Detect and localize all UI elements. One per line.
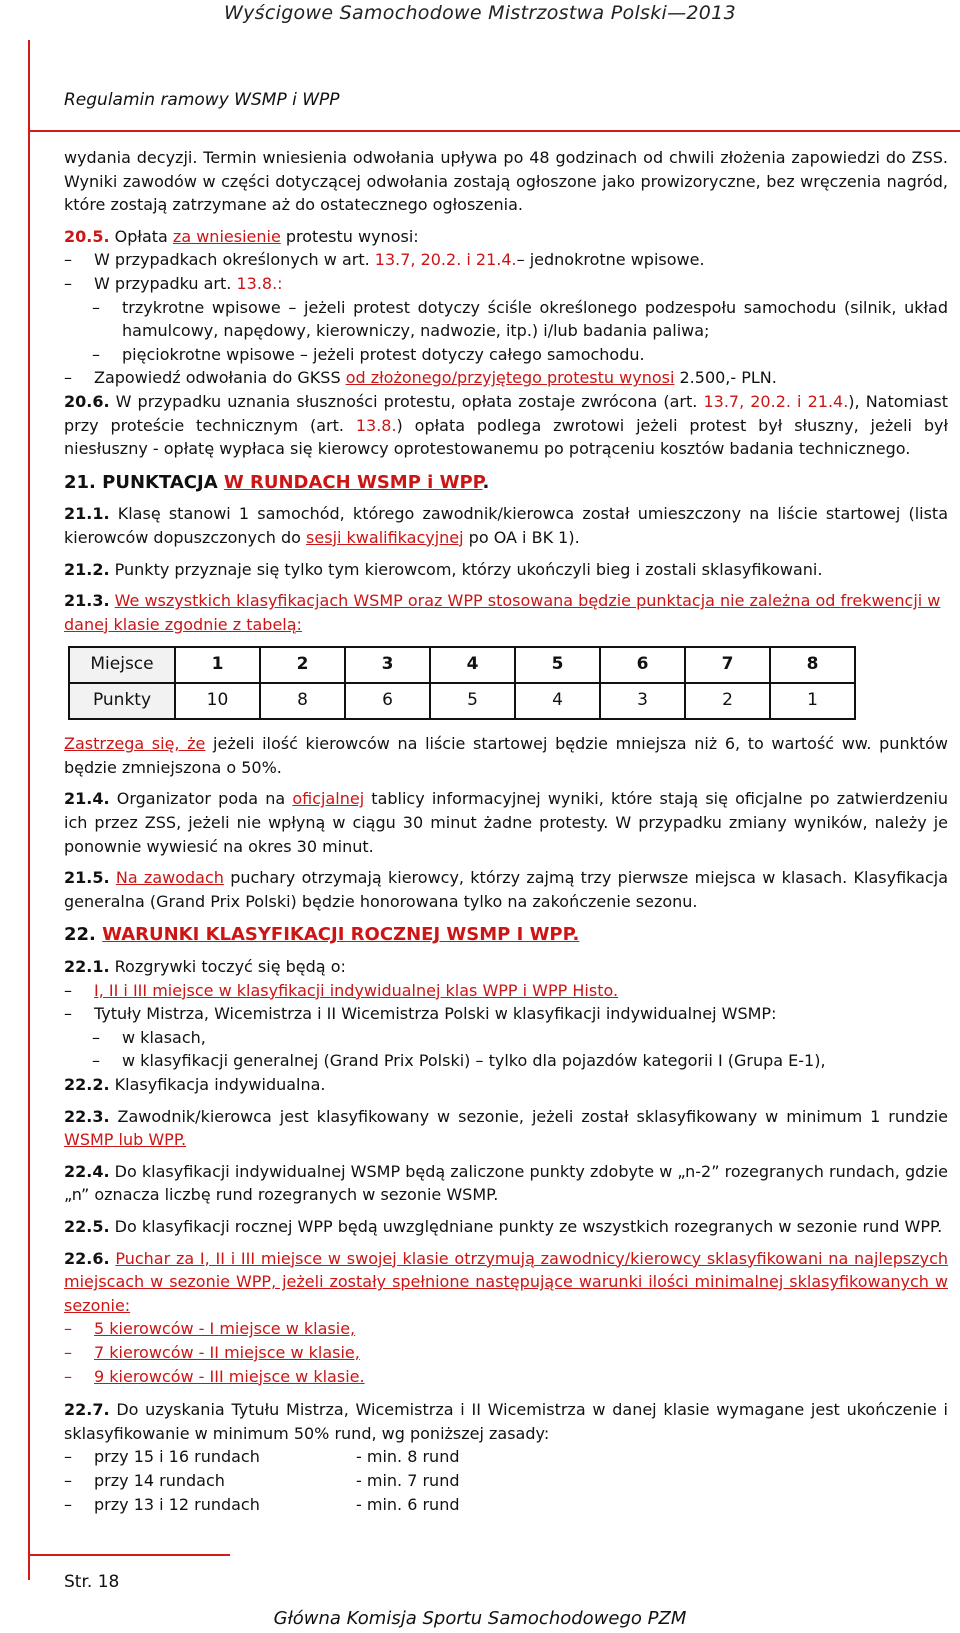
paragraph-continuation: wydania decyzji. Termin wniesienia odwołania upływa po 48 godzinach od chwili złożenia zapowiedzi do ZSS. Wyniki zawodów w części dotyczącej odwołania zostają ogłoszone jako prowizoryczne, bez wręczenia nagród, które zostają zatrzymane aż do ostatecznego ogłoszenia.: [64, 148, 948, 215]
section-21-1: 21.1. Klasę stanowi 1 samochód, którego zawodnik/kierowca został umieszczony na liście startowej (lista kierowców dopuszczonych do sesji kwalifikacyjnej po OA i BK 1).: [64, 504, 948, 547]
section-22-7: 22.7. Do uzyskania Tytułu Mistrza, Wicemistrza i II Wicemistrza w danej klasie wymagane jest ukończenie i sklasyfikowanie w minimum 50% rund, wg poniższej zasady:: [64, 1400, 948, 1443]
running-header-title: Wyścigowe Samochodowe Mistrzostwa Polski—2013: [224, 2, 736, 24]
section-22-6: 22.6. Puchar za I, II i III miejsce w swojej klasie otrzymują zawodnicy/kierowcy sklasyfikowani na najlepszych miejscach w sezonie WPP, jeżeli zostały spełnione następujące warunki ilości minimalnej sklasyfikowanych w sezonie:: [64, 1248, 949, 1315]
section-21-5: 21.5. Na zawodach puchary otrzymają kierowcy, którzy zajmą trzy pierwsze miejsca w klasach. Klasyfikacja generalna (Grand Prix Polski) będzie honorowana tylko na zakończenie sezonu.: [64, 868, 949, 911]
place-cell: 4: [430, 647, 515, 683]
place-cell: 1: [175, 647, 260, 683]
list-item: – Zapowiedź odwołania do GKSS od złożonego/przyjętego protestu wynosi 2.500,- PLN.: [64, 366, 948, 390]
section-22-4: 22.4. Do klasyfikacji indywidualnej WSMP będą zaliczone punkty zdobyte w „n-2” rozegranych rundach, gdzie „n” oznacza liczbę rund rozegranych w sezonie WSMP.: [64, 1161, 948, 1205]
list-item: – przy 13 i 12 rundach - min. 6 rund: [64, 1493, 948, 1517]
heading-22: 22. WARUNKI KLASYFIKACJI ROCZNEJ WSMP I WPP.: [64, 924, 580, 946]
list-item: – W przypadku art. 13.8.:: [64, 272, 948, 296]
table-row-places: [69, 647, 855, 683]
list-subitem: – w klasach,: [64, 1026, 948, 1050]
points-cell: 3: [600, 683, 685, 719]
points-cell: 2: [685, 683, 770, 719]
points-cell: 5: [430, 683, 515, 719]
list-item: – Tytuły Mistrza, Wicemistrza i II Wicemistrza Polski w klasyfikacji indywidualnej WSMP:: [64, 1002, 948, 1026]
header-rule: [28, 130, 960, 132]
list-item: – przy 15 i 16 rundach - min. 8 rund: [64, 1445, 948, 1469]
list-item: – przy 14 rundach - min. 7 rund: [64, 1469, 948, 1493]
section-22-5: 22.5. Do klasyfikacji rocznej WPP będą uwzględniane punkty ze wszystkich rozegranych w sezonie rund WPP.: [64, 1216, 943, 1236]
page-number: Str. 18: [64, 1572, 120, 1592]
section-21-3: 21.3. We wszystkich klasyfikacjach WSMP oraz WPP stosowana będzie punktacja nie zależna od frekwencji w danej klasie zgodnie z tabelą:: [64, 591, 941, 634]
place-cell: 7: [685, 647, 770, 683]
points-cell: 10: [175, 683, 260, 719]
section-21-4: 21.4. Organizator poda na oficjalnej tablicy informacyjnej wyniki, które stają się oficjalne po zatwierdzeniu ich przez ZSS, jeżeli nie wpłyną w ciągu 30 minut żadne protesty. W przypadku zmiany wyników, należy je ponownie wywiesić na okres 30 minut.: [64, 789, 948, 856]
points-cell: 6: [345, 683, 430, 719]
row-label-points: Punkty: [69, 683, 175, 719]
points-table: [68, 646, 856, 720]
points-cell: 8: [260, 683, 345, 719]
list-item: – 9 kierowców - III miejsce w klasie.: [64, 1365, 948, 1389]
place-cell: 8: [770, 647, 855, 683]
section-22-3: 22.3. Zawodnik/kierowca jest klasyfikowany w sezonie, jeżeli został sklasyfikowany w minimum 1 rundzie WSMP lub WPP.: [64, 1106, 948, 1150]
section-21-2: 21.2. Punkty przyznaje się tylko tym kierowcom, którzy ukończyli bieg i zostali sklasyfikowani.: [64, 559, 823, 579]
table-row-points: [69, 683, 855, 719]
row-label-places: Miejsce: [69, 647, 175, 683]
section-20-6: 20.6. W przypadku uznania słuszności protestu, opłata zostaje zwrócona (art. 13.7, 20.2. i 21.4.), Natomiast przy proteście technicznym (art. 13.8.) opłata podlega zwrotowi jeżeli protest był słuszny, jeżeli był niesłuszny - opłatę wypłaca się kierowcy oprotestowanemu po potrąceniu kosztów badania technicznego.: [64, 391, 949, 459]
list-subitem: – trzykrotne wpisowe – jeżeli protest dotyczy ściśle określonego podzespołu samochodu (silnik, układ hamulcowy, napędowy, kierowniczy, nadwozie, itp.) i/lub badania paliwa;: [64, 296, 948, 343]
place-cell: 3: [345, 647, 430, 683]
footer-rule: [28, 1554, 230, 1556]
heading-21: 21. PUNKTACJA W RUNDACH WSMP i WPP.: [64, 471, 490, 493]
points-cell: 1: [770, 683, 855, 719]
page-content: [64, 146, 948, 1516]
place-cell: 2: [260, 647, 345, 683]
reservation-paragraph: Zastrzega się, że jeżeli ilość kierowców na liście startowej będzie mniejsza niż 6, to wartość ww. punktów będzie zmniejszona o 50%.: [64, 734, 949, 777]
list-item: – 7 kierowców - II miejsce w klasie,: [64, 1341, 948, 1365]
place-cell: 5: [515, 647, 600, 683]
section-22-2: 22.2. Klasyfikacja indywidualna.: [64, 1075, 326, 1094]
list-item: – W przypadkach określonych w art. 13.7, 20.2. i 21.4.– jednokrotne wpisowe.: [64, 248, 948, 272]
section-20-5: 20.5. Opłata za wniesienie protestu wynosi:: [64, 226, 419, 246]
section-22-1: 22.1. Rozgrywki toczyć się będą o:: [64, 957, 346, 977]
running-footer: Główna Komisja Sportu Samochodowego PZM: [273, 1608, 687, 1629]
list-item: – 5 kierowców - I miejsce w klasie,: [64, 1317, 948, 1341]
margin-rule-vertical: [28, 40, 30, 1580]
points-cell: 4: [515, 683, 600, 719]
list-item: – I, II i III miejsce w klasyfikacji indywidualnej klas WPP i WPP Histo.: [64, 979, 948, 1003]
list-subitem: – w klasyfikacji generalnej (Grand Prix Polski) – tylko dla pojazdów kategorii I (Grupa E-1),: [64, 1049, 948, 1073]
running-header-subtitle: Regulamin ramowy WSMP i WPP: [64, 90, 340, 110]
list-subitem: – pięciokrotne wpisowe – jeżeli protest dotyczy całego samochodu.: [64, 343, 948, 367]
place-cell: 6: [600, 647, 685, 683]
